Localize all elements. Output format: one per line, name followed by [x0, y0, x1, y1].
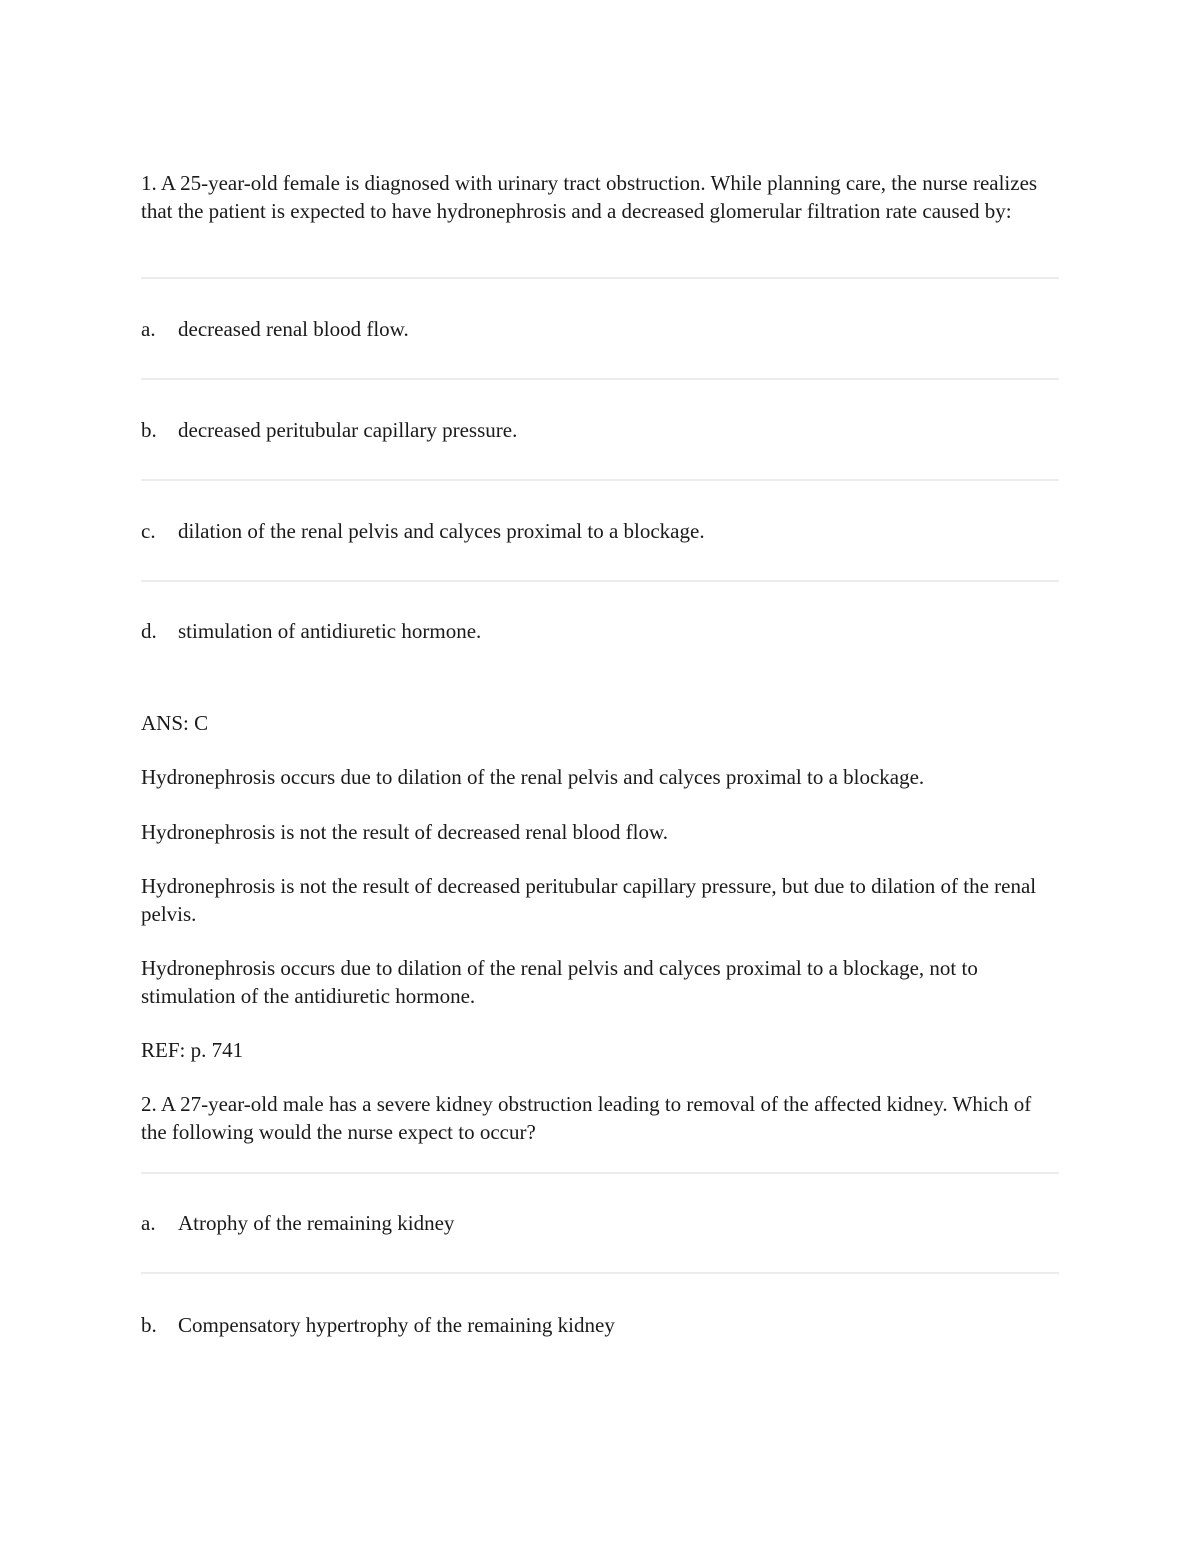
question-2-choice-a — [141, 1210, 1059, 1238]
divider — [141, 277, 1059, 279]
rationale-3: Hydronephrosis is not the result of decreased peritubular capillary pressure, but due to dilation of the renal pelvis. — [141, 874, 1037, 926]
choice-letter: c. — [141, 519, 156, 543]
choice-letter: a. — [141, 317, 156, 341]
question-1-choice-d — [141, 618, 1059, 646]
choice-text: stimulation of antidiuretic hormone. — [178, 619, 482, 643]
question-1-choice-c — [141, 518, 1059, 546]
question-1-stem: 1. A 25-year-old female is diagnosed with urinary tract obstruction. While planning care, the nurse realizes that the patient is expected to have hydronephrosis and a decreased glomerular filtration rate caused by: — [141, 171, 1038, 223]
answer-line: ANS: C — [141, 711, 209, 735]
divider — [141, 580, 1059, 582]
question-2-stem: 2. A 27-year-old male has a severe kidney obstruction leading to removal of the affected kidney. Which of the following would the nurse expect to occur? — [141, 1092, 1032, 1144]
rationale-1: Hydronephrosis occurs due to dilation of the renal pelvis and calyces proximal to a blockage. — [141, 765, 925, 789]
question-1-choice-b — [141, 417, 1059, 445]
choice-text: decreased peritubular capillary pressure. — [178, 418, 518, 442]
reference-line: REF: p. 741 — [141, 1038, 244, 1062]
question-2-choice-b — [141, 1312, 1059, 1340]
choice-letter: b. — [141, 1313, 157, 1337]
rationale-4: Hydronephrosis occurs due to dilation of the renal pelvis and calyces proximal to a blockage, not to stimulation of the antidiuretic hormone. — [141, 956, 978, 1008]
divider — [141, 1272, 1059, 1274]
divider — [141, 479, 1059, 481]
divider — [141, 378, 1059, 380]
divider — [141, 1172, 1059, 1174]
choice-text: Compensatory hypertrophy of the remaining kidney — [178, 1313, 615, 1337]
choice-letter: d. — [141, 619, 157, 643]
choice-letter: a. — [141, 1211, 156, 1235]
choice-text: decreased renal blood flow. — [178, 317, 409, 341]
choice-letter: b. — [141, 418, 157, 442]
question-1-choice-a — [141, 316, 1059, 344]
rationale-2: Hydronephrosis is not the result of decreased renal blood flow. — [141, 820, 668, 844]
choice-text: Atrophy of the remaining kidney — [178, 1211, 455, 1235]
choice-text: dilation of the renal pelvis and calyces proximal to a blockage. — [178, 519, 705, 543]
